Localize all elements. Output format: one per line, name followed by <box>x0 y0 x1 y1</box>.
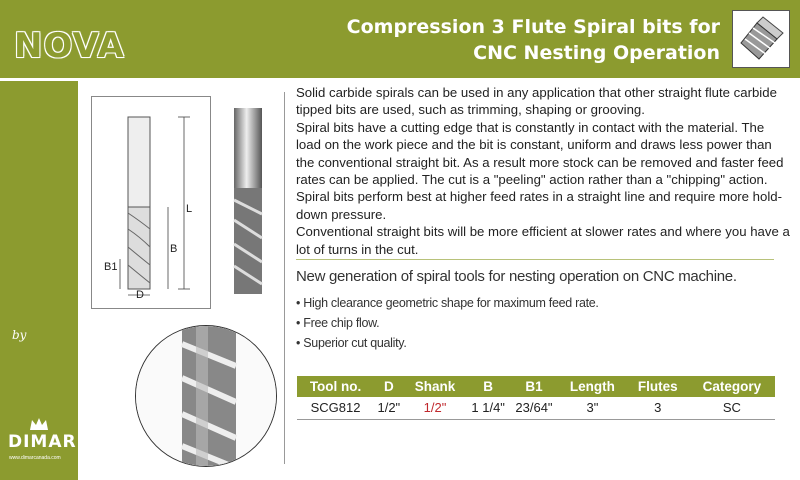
col-d: D <box>374 376 403 397</box>
col-flutes: Flutes <box>627 376 689 397</box>
cell-length: 3" <box>558 397 627 419</box>
bit-dimension-drawing <box>92 97 210 308</box>
title-line-2: CNC Nesting Operation <box>473 42 720 64</box>
spec-table <box>297 376 775 420</box>
label-D: D <box>136 289 144 301</box>
label-B: B <box>170 243 178 255</box>
dimar-brand: DIMAR <box>8 432 77 452</box>
column-divider <box>284 92 285 464</box>
title-line-1: Compression 3 Flute Spiral bits for <box>346 16 720 38</box>
cell-category: SC <box>689 397 775 419</box>
table-header-row <box>297 376 775 397</box>
section-separator <box>296 259 774 260</box>
header <box>0 0 800 78</box>
header-divider <box>0 78 800 81</box>
bit-photo <box>228 104 268 300</box>
cell-flutes: 3 <box>627 397 689 419</box>
col-length: Length <box>558 376 627 397</box>
cell-tool-no: SCG812 <box>297 397 374 419</box>
bit-closeup-photo <box>135 325 277 467</box>
cell-b1: 23/64" <box>510 397 558 419</box>
feature-item: • Superior cut quality. <box>296 336 407 350</box>
page-title <box>320 14 720 66</box>
table-row <box>297 397 775 419</box>
crown-icon <box>28 416 50 432</box>
by-label: by <box>12 328 27 342</box>
cell-b: 1 1/4" <box>466 397 509 419</box>
feature-list <box>296 293 786 353</box>
cell-shank: 1/2" <box>404 397 467 419</box>
description-paragraph: Spiral bits have a cutting edge that is constantly in contact with the material. The load on the work piece and the bit is constant, uniform and draws less power than the conventional straight bit. As a result more stock can be removed and faster feed rates can be applied. The cut is a "peeling" action rather than a "chipping" action. Spiral bits perform best at higher feed rates in a straight line and require more hold-down pressure. <box>296 119 784 222</box>
bit-thumbnail-icon <box>733 11 789 67</box>
label-L: L <box>186 203 193 215</box>
dimar-url: www.dimarcanada.com <box>9 455 61 461</box>
col-category: Category <box>689 376 775 397</box>
description-paragraph: Conventional straight bits will be more efficient at slower rates and where you have a lot of turns in the cut. <box>296 224 790 257</box>
col-b1: B1 <box>510 376 558 397</box>
feature-item: • Free chip flow. <box>296 316 380 330</box>
label-B1: B1 <box>104 261 118 273</box>
feature-item: • High clearance geometric shape for maximum feed rate. <box>296 296 599 310</box>
bit-thumbnail <box>732 10 790 68</box>
description-paragraph: Solid carbide spirals can be used in any application that other straight flute carbide tipped bits are used, such as trimming, shaping or grooving. <box>296 85 777 118</box>
cell-d: 1/2" <box>374 397 403 419</box>
tagline: New generation of spiral tools for nesting operation on CNC machine. <box>296 268 737 285</box>
description <box>296 84 792 258</box>
nova-logo: NOVA <box>14 26 125 66</box>
technical-diagram <box>91 96 211 309</box>
col-b: B <box>466 376 509 397</box>
col-shank: Shank <box>404 376 467 397</box>
col-tool-no: Tool no. <box>297 376 374 397</box>
bit-closeup-image <box>136 326 277 467</box>
